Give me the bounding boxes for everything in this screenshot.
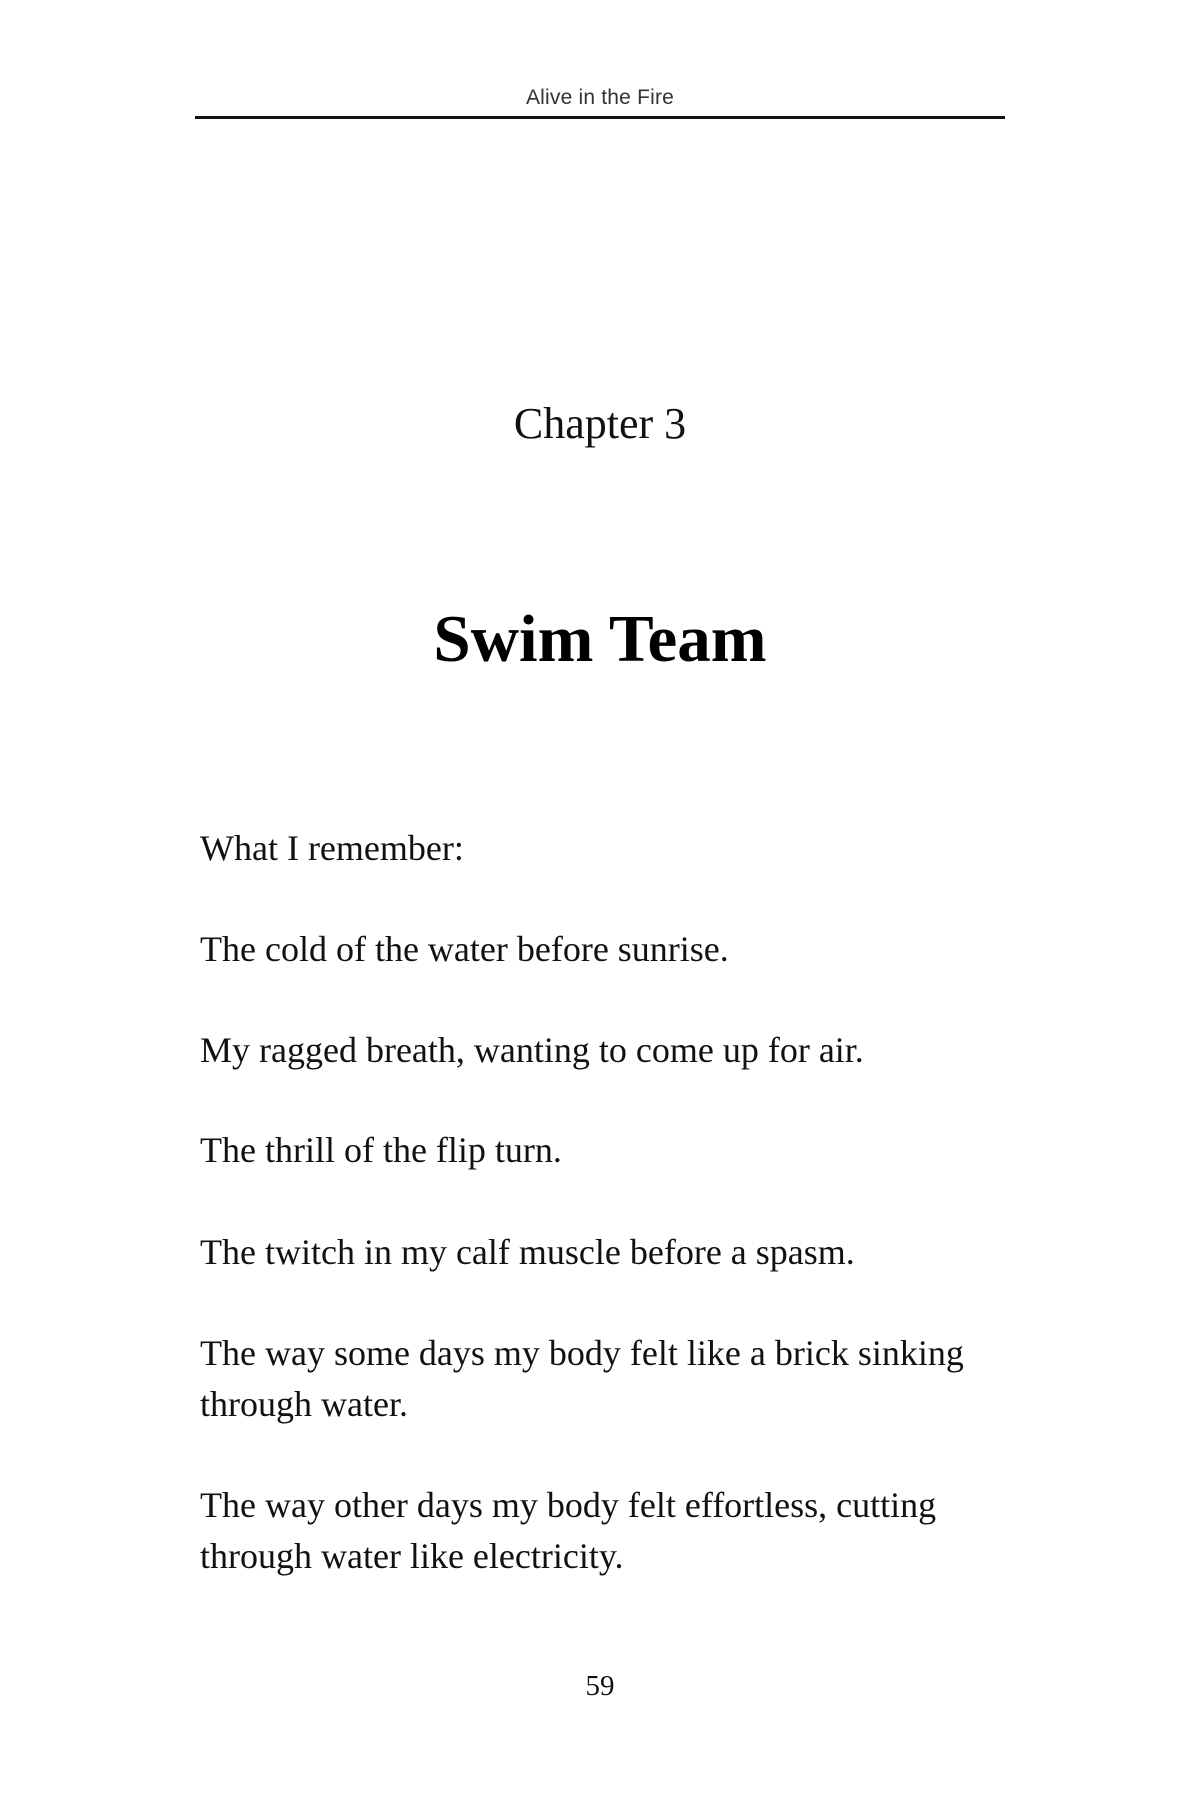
paragraph: My ragged breath, wanting to come up for air.	[200, 1030, 864, 1070]
page-number: 59	[585, 1670, 615, 1702]
paragraph: The twitch in my calf muscle before a spasm.	[200, 1232, 855, 1272]
chapter-title: Swim Team	[433, 602, 767, 676]
chapter-label: Chapter 3	[513, 399, 687, 448]
paragraph: The way some days my body felt like a brick sinking through water.	[200, 1333, 964, 1424]
paragraph: The way other days my body felt effortless, cutting through water like electricity.	[200, 1485, 937, 1576]
paragraph: The thrill of the flip turn.	[200, 1130, 562, 1170]
paragraph: What I remember:	[200, 828, 464, 868]
header-rule	[195, 116, 1005, 119]
running-header: Alive in the Fire	[525, 86, 675, 109]
paragraph: The cold of the water before sunrise.	[200, 929, 729, 969]
